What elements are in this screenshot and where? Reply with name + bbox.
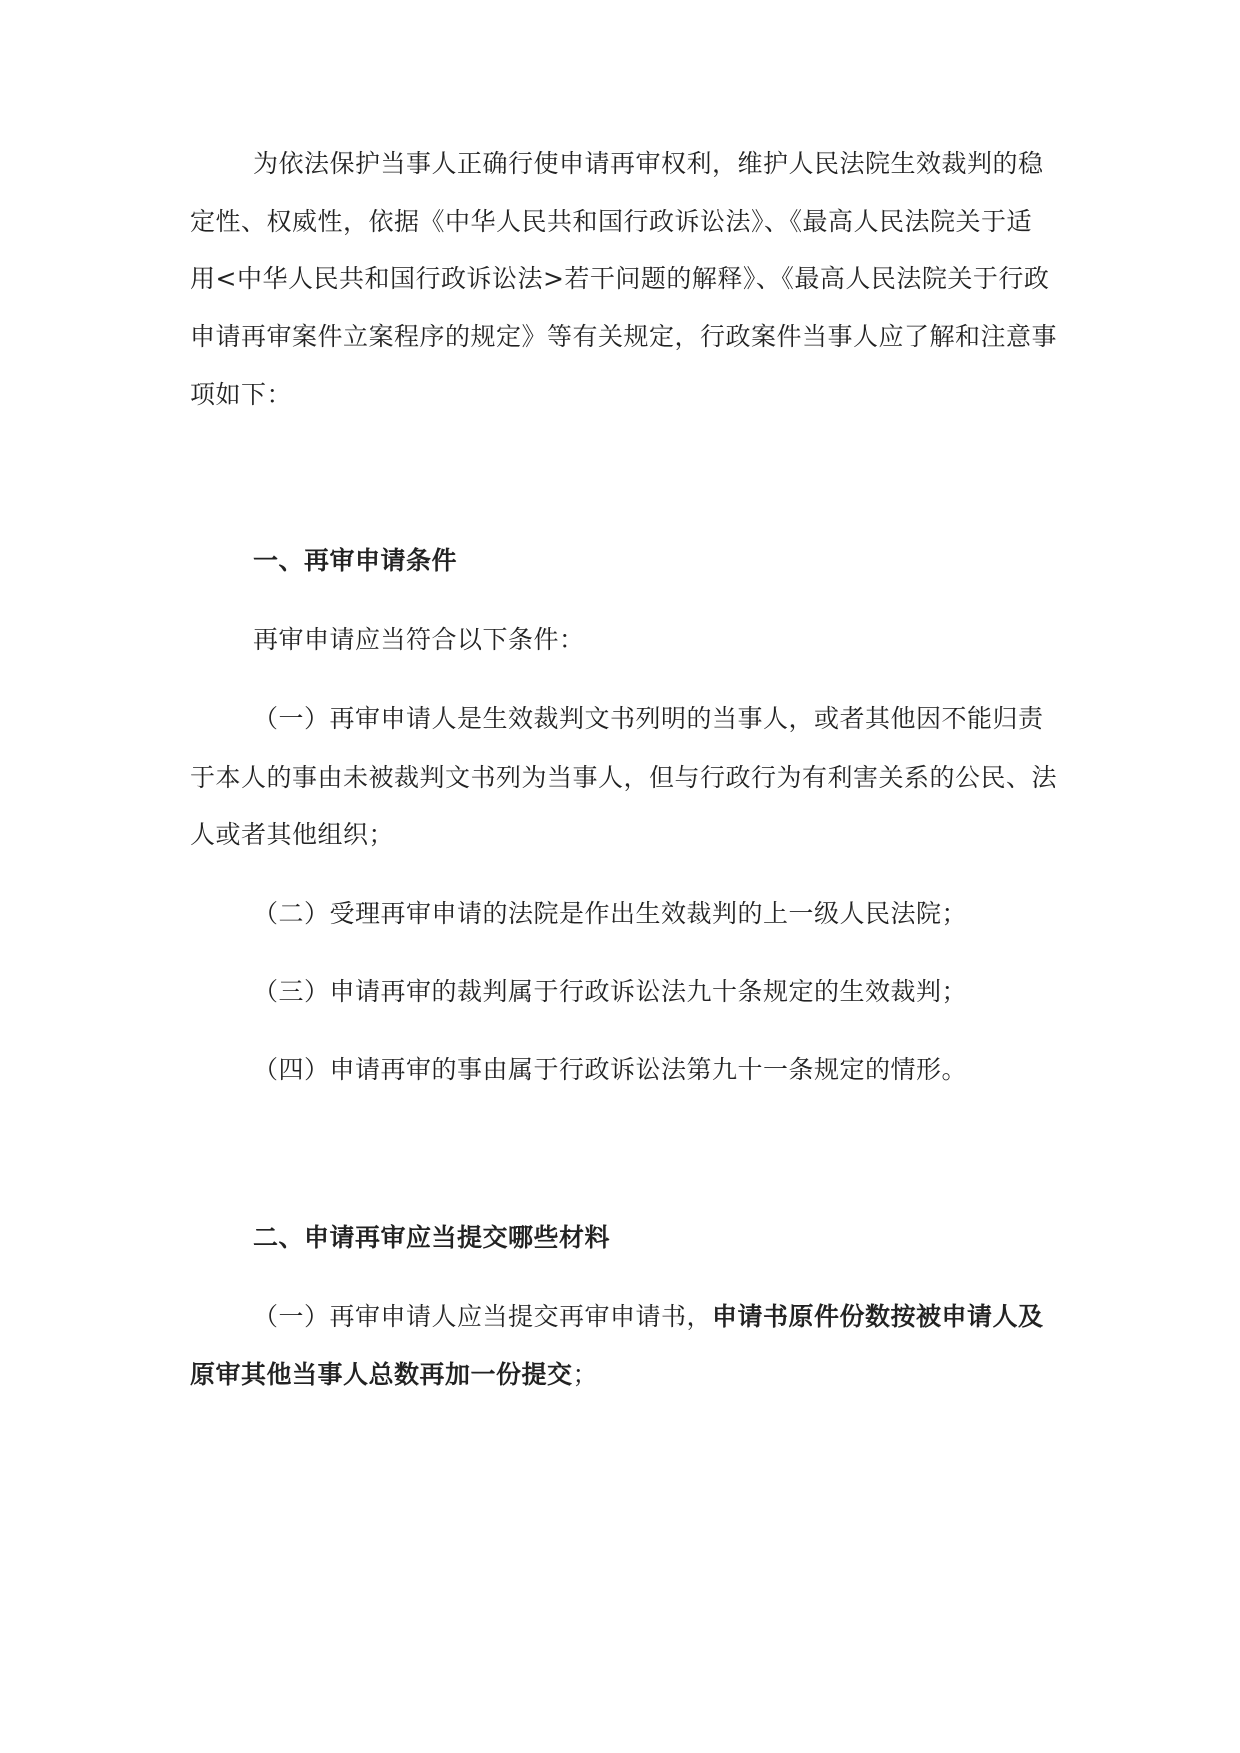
intro-line-4: 申请再审案件立案程序的规定》等有关规定，行政案件当事人应了解和注意事	[190, 322, 1058, 351]
section2-item1-line2	[190, 1358, 1050, 1392]
section1-item1-line3: 人或者其他组织；	[190, 820, 395, 849]
section2-item1-text: （一）再审申请人应当提交再审申请书，	[253, 1302, 713, 1331]
section1-item3: （三）申请再审的裁判属于行政诉讼法九十条规定的生效裁判；	[253, 977, 968, 1006]
section2-item1-end: ；	[572, 1360, 599, 1389]
intro-line-2: 定性、权威性，依据《中华人民共和国行政诉讼法》、《最高人民法院关于适	[190, 207, 1033, 236]
section1-heading: 一、再审申请条件	[253, 546, 458, 575]
intro-line-3: 用<中华人民共和国行政诉讼法>若干问题的解释》、《最高人民法院关于行政	[190, 264, 1050, 293]
section1-item4: （四）申请再审的事由属于行政诉讼法第九十一条规定的情形。	[253, 1055, 968, 1084]
section2-item1-emphasis-2: 原审其他当事人总数再加一份提交	[190, 1360, 573, 1389]
section1-lead: 再审申请应当符合以下条件：	[253, 625, 585, 654]
section2-item1-line1	[253, 1300, 1113, 1334]
section2-item1-emphasis-1: 申请书原件份数按被申请人及	[712, 1302, 1044, 1331]
section1-item2: （二）受理再审申请的法院是作出生效裁判的上一级人民法院；	[253, 899, 968, 928]
section1-item1-line1: （一）再审申请人是生效裁判文书列明的当事人，或者其他因不能归责	[253, 704, 1044, 733]
section2-heading: 二、申请再审应当提交哪些材料	[253, 1223, 611, 1252]
section1-item1-line2: 于本人的事由未被裁判文书列为当事人，但与行政行为有利害关系的公民、法	[190, 763, 1058, 792]
intro-line-5: 项如下：	[190, 380, 293, 409]
intro-line-1: 为依法保护当事人正确行使申请再审权利，维护人民法院生效裁判的稳	[253, 149, 1044, 178]
